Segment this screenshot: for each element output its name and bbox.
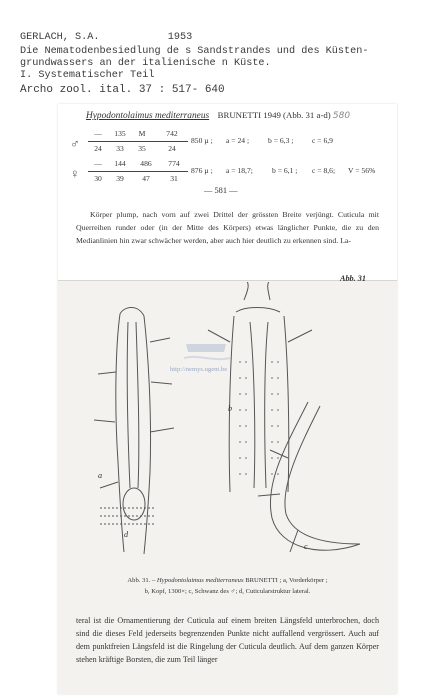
nemys-watermark-logo	[184, 344, 230, 359]
card-author: GERLACH, S.A.	[20, 32, 100, 43]
figure-title: Abb. 31	[340, 274, 366, 283]
female-bottom-3: 47	[142, 174, 150, 183]
female-bottom-4: 31	[170, 174, 178, 183]
caption-line-2: b, Kopf, 1300×; c, Schwanz des ♂; d, Cuticularstruktur lateral.	[144, 588, 311, 595]
species-name: Hypodontolaimus mediterraneus	[86, 111, 210, 121]
figure-label-a: a	[98, 471, 103, 480]
card-title-line-1: Die Nematodenbesiedlung de s Sandstrandes und des Küsten-	[20, 46, 369, 57]
paragraph-1	[76, 208, 379, 247]
card-year: 1953	[167, 32, 193, 43]
female-symbol: ♀	[70, 166, 80, 181]
figure-c-drawing	[258, 402, 360, 552]
scanned-page	[58, 104, 397, 694]
male-fraction-line	[88, 141, 188, 142]
male-symbol: ♂	[70, 136, 80, 151]
card-title-line-2: grundwassers an der italienische n Küste.	[20, 58, 271, 69]
female-length: 876 µ ;	[191, 166, 213, 175]
caption-part-a: BRUNETTI ; a, Vorderkörper ;	[243, 577, 328, 584]
caption-species: Hypodontolaimus mediterraneus	[156, 577, 244, 584]
caption-prefix: Abb. 31. –	[127, 577, 157, 584]
caption-line-1	[127, 577, 327, 584]
species-authority: BRUNETTI 1949 (Abb. 31 a-d)	[217, 110, 331, 120]
handwritten-reference: 580	[332, 111, 351, 121]
female-top-1: —	[94, 159, 102, 168]
male-b: b = 6,3 ;	[268, 136, 294, 145]
figure-label-c: c	[304, 542, 308, 551]
paragraph-2: teral ist die Ornamentierung der Cuticula auf einem breiten Längsfeld unterbrochen, doch sind die dieses Feld jederseits begrenzenden Punkte nicht auffallend vergrössert. Auch auf dem punktfreien Längsfeld ist die Ringelung der Cuticula deutlich. Auf dem ganzen Körper stehen kräftige Borsten, die zum Teil länger	[76, 616, 379, 664]
measurement-sheet	[58, 104, 397, 281]
figure-b-dots	[239, 361, 279, 475]
male-top-1: —	[94, 129, 102, 138]
card-author-line	[20, 32, 192, 44]
male-top-2: 135	[114, 129, 126, 138]
figure-label-d: d	[124, 530, 129, 539]
figure-illustration	[58, 282, 397, 587]
male-top-4: 742	[166, 129, 178, 138]
female-v: V = 56%	[348, 166, 376, 175]
male-bottom-1: 24	[94, 144, 102, 153]
female-fraction-line	[88, 171, 188, 172]
watermark-url: http://nemys.ugent.be	[170, 366, 228, 373]
card-title-line-3: I. Systematischer Teil	[20, 70, 155, 81]
male-bottom-2: 33	[116, 144, 124, 153]
figure-caption	[68, 575, 387, 597]
female-b: b = 6,1 ;	[272, 166, 298, 175]
female-a: a = 18,7;	[226, 166, 253, 175]
female-top-4: 774	[168, 159, 180, 168]
figure-b-drawing	[208, 282, 312, 492]
female-bottom-2: 39	[116, 174, 124, 183]
page-number: — 581 —	[204, 186, 238, 195]
figure-a-drawing	[94, 308, 174, 555]
card-journal-line: Archo zool. ital. 37 : 517- 640	[20, 84, 225, 96]
male-a: a = 24 ;	[226, 136, 250, 145]
male-bottom-4: 24	[168, 144, 176, 153]
female-c: c = 8,6;	[312, 166, 336, 175]
female-top-3: 486	[140, 159, 152, 168]
species-header	[86, 110, 350, 121]
female-top-2: 144	[114, 159, 126, 168]
male-length: 850 µ ;	[191, 136, 213, 145]
female-bottom-1: 30	[94, 174, 102, 183]
male-bottom-3: 35	[138, 144, 146, 153]
male-c: c = 6,9	[312, 136, 333, 145]
figure-label-b: b	[228, 404, 233, 413]
paragraph-1-text: Körper plump, nach vorn auf zwei Drittel der grössten Breite verjüngt. Cuticula mit Querreihen runder oder (in der Mitte des Körpers) etwas länglicher Punkte, die zu den Medianlinien hin zwar schwächer werden, aber auch hier deutlich zu erkennen sind. La-	[76, 210, 379, 245]
male-top-3: M	[138, 129, 146, 138]
